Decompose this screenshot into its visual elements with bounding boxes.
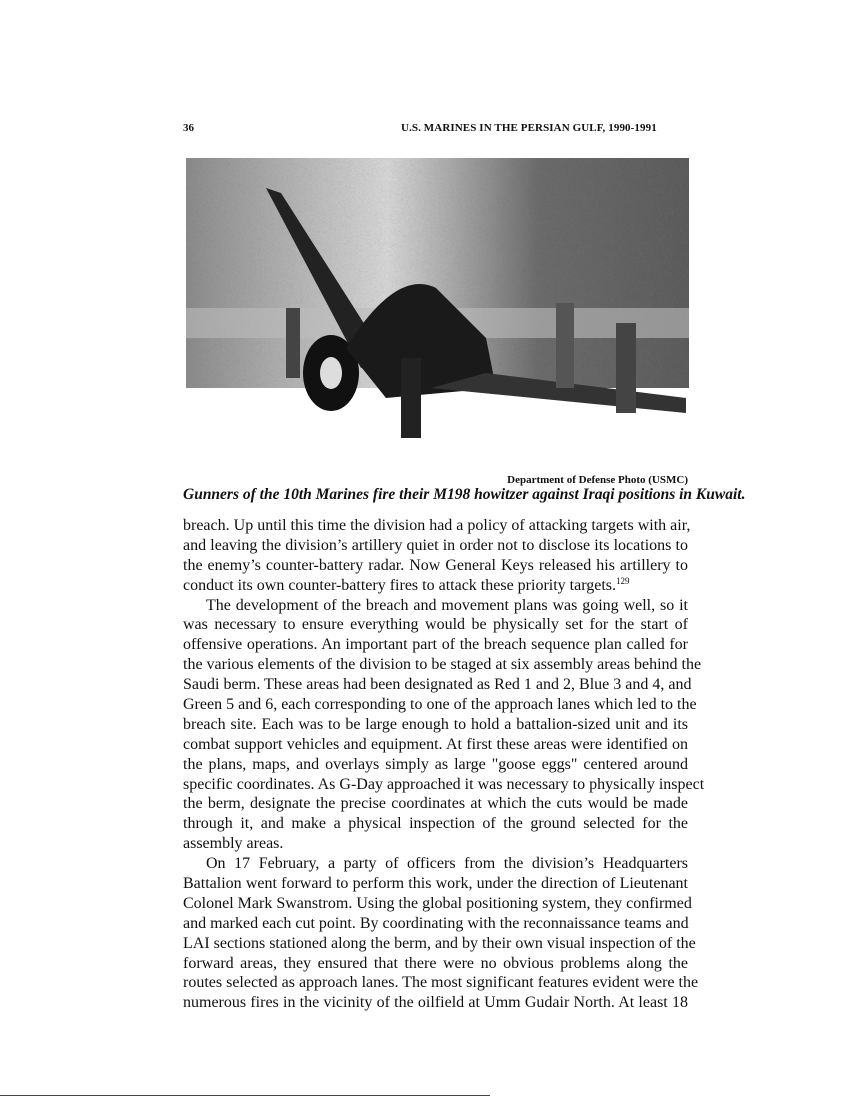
paragraph-start-line: The development of the breach and movement plans was going well, so it: [206, 596, 688, 614]
paragraph-start-line: On 17 February, a party of officers from the division’s Headquarters: [206, 855, 688, 873]
text-line: Saudi berm. These areas had been designated as Red 1 and 2, Blue 3 and 4, and: [183, 676, 692, 694]
body-text: [183, 516, 705, 1013]
text-line: offensive operations. An important part of the breach sequence plan called for: [183, 636, 688, 654]
text-line: [183, 576, 688, 596]
text-line: Green 5 and 6, each corresponding to one of the approach lanes which led to the: [183, 696, 697, 714]
text-line: routes selected as approach lanes. The most significant features evident were the: [183, 974, 699, 992]
text-line: forward areas, they ensured that there were no obvious problems along the: [183, 954, 688, 972]
text-line: Colonel Mark Swanstrom. Using the global positioning system, they confirmed: [183, 894, 692, 912]
bottom-rule: [0, 1095, 490, 1096]
text-line: the berm, designate the precise coordinates at which the cuts would be made: [183, 795, 688, 813]
text-line: numerous fires in the vicinity of the oilfield at Umm Gudair North. At least 18: [183, 994, 688, 1012]
text-line: the enemy’s counter-battery radar. Now General Keys released his artillery to: [183, 556, 688, 574]
text-line: and leaving the division’s artillery quiet in order not to disclose its locations to: [183, 536, 688, 554]
text-line: was necessary to ensure everything would be physically set for the start of: [183, 616, 688, 634]
text-line: breach. Up until this time the division had a policy of attacking targets with air,: [183, 517, 691, 534]
text-line: LAI sections stationed along the berm, and by their own visual inspection of the: [183, 934, 696, 952]
text-line-content: conduct its own counter-battery fires to attack these priority targets.: [183, 576, 617, 594]
text-line: Battalion went forward to perform this work, under the direction of Lieutenant: [183, 875, 688, 893]
figure-caption: Gunners of the 10th Marines fire their M198 howitzer against Iraqi positions in Kuwait.: [183, 486, 746, 503]
text-line: and marked each cut point. By coordinating with the reconnaissance teams and: [183, 914, 689, 932]
text-line: specific coordinates. As G-Day approached it was necessary to physically inspect: [183, 775, 705, 793]
page-number: 36: [183, 122, 194, 134]
text-line: through it, and make a physical inspection of the ground selected for the: [183, 815, 688, 833]
running-title: U.S. MARINES IN THE PERSIAN GULF, 1990-1991: [401, 122, 657, 134]
howitzer-photo: [186, 158, 689, 468]
text-line: assembly areas.: [183, 835, 284, 853]
photo-credit: Department of Defense Photo (USMC): [507, 474, 688, 486]
text-line: the plans, maps, and overlays simply as large "goose eggs" centered around: [183, 755, 688, 773]
text-line: combat support vehicles and equipment. At first these areas were identified on: [183, 735, 688, 753]
text-line: the various elements of the division to be staged at six assembly areas behind the: [183, 656, 702, 674]
footnote-reference: 129: [616, 575, 630, 586]
text-line: breach site. Each was to be large enough to hold a battalion-sized unit and its: [183, 715, 688, 733]
